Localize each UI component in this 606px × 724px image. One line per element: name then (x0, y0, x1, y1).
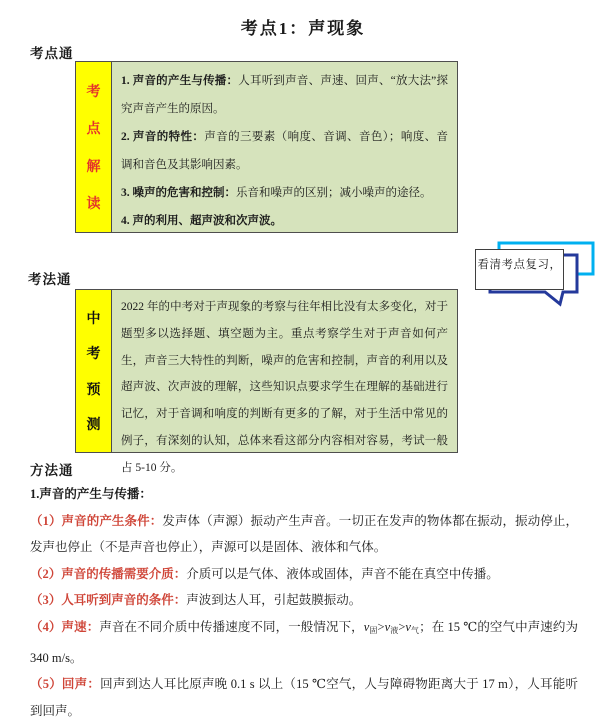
exam-point-item (121, 179, 448, 207)
method-point-head: （2）声音的传播需要介质： (30, 566, 187, 581)
exam-points-box (75, 61, 458, 233)
item-head: 2. 声音的特性： (121, 131, 205, 143)
exam-prediction-side-header (76, 290, 112, 452)
exam-points-side-header (76, 62, 112, 232)
method-point-body: 声波到达人耳，引起鼓膜振动。 (186, 593, 362, 608)
method-point (30, 671, 578, 724)
item-body: 人耳听到声音、声速、回声、“放大法”探究声音产生的原因。 (121, 75, 448, 115)
exam-point-item (121, 123, 448, 179)
method-point-body: 发声体（声源）振动产生声音。一切正在发声的物体都在振动，振动停止，发声也停止（不是声音也停止），声源可以是固体、液体和气体。 (30, 513, 578, 555)
method-point (30, 508, 578, 561)
section-label-kaodiantong: 考点通 (30, 46, 74, 61)
callout-text: 看清考点复习， (477, 259, 562, 271)
item-head: 1. 声音的产生与传播： (121, 75, 239, 87)
method-point (30, 561, 578, 588)
method-point-body: 回声到达人耳比原声晚 0.1 s 以上（15 ℃空气，人与障碍物距离大于 17 m），人耳能听到回声。 (30, 677, 578, 718)
side-char: 读 (86, 197, 101, 213)
section-label-kaofatong: 考法通 (28, 272, 72, 287)
side-char: 考 (86, 347, 101, 363)
method-point-head: （1）声音的产生条件： (30, 513, 163, 528)
side-char: 考 (86, 84, 101, 100)
side-char: 中 (86, 311, 101, 327)
method-point-head: （4）声速： (30, 619, 100, 634)
exam-prediction-text: 2022 年的中考对于声现象的考察与往年相比没有太多变化，对于题型多以选择题、填空题为主。重点考察学生对于声音如何产生，声音三大特性的判断，噪声的危害和控制，声音的利用以及超声波、次声波的理解，这些知识点要求学生在理解的基础进行记忆，对于音调和响度的判断有更多的了解，对于生活中常见的例子，有深刻的认知，总体来看这部分内容相对容易，考试一般占 5-10 分。 (121, 301, 448, 474)
item-head: 4. 声的利用、超声波和次声波。 (121, 215, 282, 227)
method-heading: 1.声音的产生与传播： (30, 487, 152, 501)
method-point (30, 587, 578, 614)
side-char: 测 (86, 418, 101, 434)
callout-note (475, 249, 564, 290)
item-body: 声音的三要素（响度、音调、音色）；响度、音调和音色及其影响因素。 (121, 131, 449, 171)
method-point (30, 614, 578, 671)
item-head: 3. 噪声的危害和控制： (121, 187, 236, 199)
page-title: 考点1：声现象 (240, 19, 366, 38)
method-point-head: （5）回声： (30, 677, 101, 692)
item-body: 乐音和噪声的区别；减小噪声的途径。 (236, 187, 432, 199)
exam-prediction-content (112, 290, 457, 474)
side-char: 点 (86, 122, 101, 138)
exam-point-item (121, 67, 448, 123)
section-label-fangfatong: 方法通 (30, 463, 74, 478)
method-point-body: 介质可以是气体、液体或固体，声音不能在真空中传播。 (186, 566, 499, 581)
side-char: 预 (86, 382, 101, 398)
method-point-body: 声音在不同介质中传播速度不同，一般情况下，v固>v液>v气；在 15 ℃的空气中声速约为 340 m/s。 (30, 619, 578, 665)
method-section (30, 481, 578, 724)
exam-prediction-box (75, 289, 458, 474)
exam-point-item (121, 207, 448, 235)
method-point-head: （3）人耳听到声音的条件： (30, 593, 187, 608)
side-char: 解 (86, 159, 101, 175)
exam-points-content (112, 62, 457, 232)
